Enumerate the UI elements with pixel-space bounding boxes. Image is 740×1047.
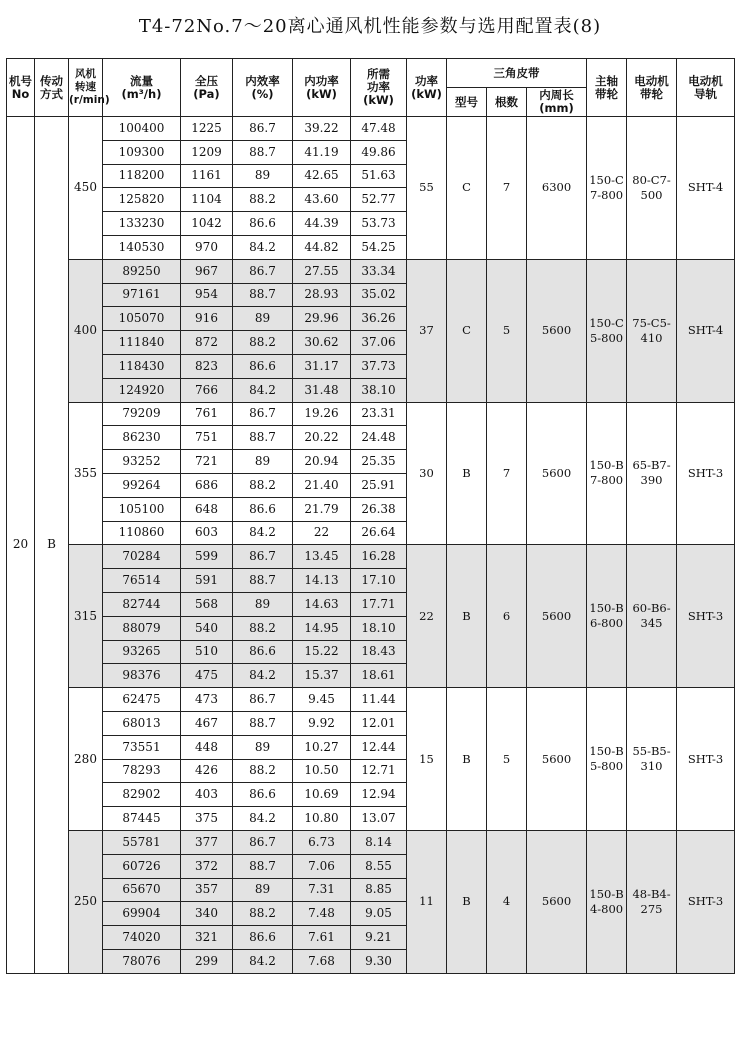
efficiency-cell: 86.6	[233, 354, 293, 378]
inner-power-cell: 28.93	[293, 283, 351, 307]
flow-cell: 62475	[103, 688, 181, 712]
required-power-cell: 25.91	[351, 473, 407, 497]
required-power-cell: 12.01	[351, 711, 407, 735]
inner-power-cell: 21.79	[293, 497, 351, 521]
belt-count-cell: 4	[487, 830, 527, 973]
inner-power-cell: 43.60	[293, 188, 351, 212]
inner-power-cell: 9.45	[293, 688, 351, 712]
motor-rail-cell: SHT-3	[677, 830, 735, 973]
flow-cell: 110860	[103, 521, 181, 545]
pressure-cell: 686	[181, 473, 233, 497]
efficiency-cell: 88.7	[233, 569, 293, 593]
speed-cell: 250	[69, 830, 103, 973]
power-cell: 55	[407, 117, 447, 260]
efficiency-cell: 86.6	[233, 926, 293, 950]
belt-count-cell: 7	[487, 117, 527, 260]
required-power-cell: 25.35	[351, 450, 407, 474]
required-power-cell: 8.85	[351, 878, 407, 902]
flow-cell: 98376	[103, 664, 181, 688]
table-row	[7, 402, 735, 426]
header-belt-group: 三角皮带	[447, 59, 587, 88]
inner-power-cell: 44.82	[293, 235, 351, 259]
flow-cell: 69904	[103, 902, 181, 926]
efficiency-cell: 84.2	[233, 949, 293, 973]
spindle-pulley-cell: 150-B 4-800	[587, 830, 627, 973]
flow-cell: 70284	[103, 545, 181, 569]
inner-power-cell: 20.22	[293, 426, 351, 450]
motor-rail-cell: SHT-3	[677, 688, 735, 831]
pressure-cell: 872	[181, 331, 233, 355]
inner-power-cell: 31.17	[293, 354, 351, 378]
flow-cell: 82902	[103, 783, 181, 807]
inner-power-cell: 14.63	[293, 592, 351, 616]
efficiency-cell: 86.7	[233, 688, 293, 712]
header-flow: 流量 (m³/h)	[103, 59, 181, 117]
pressure-cell: 448	[181, 735, 233, 759]
speed-cell: 315	[69, 545, 103, 688]
inner-power-cell: 10.27	[293, 735, 351, 759]
table-row	[7, 545, 735, 569]
required-power-cell: 38.10	[351, 378, 407, 402]
speed-cell: 280	[69, 688, 103, 831]
motor-pulley-cell: 48-B4- 275	[627, 830, 677, 973]
efficiency-cell: 89	[233, 592, 293, 616]
required-power-cell: 54.25	[351, 235, 407, 259]
inner-power-cell: 10.80	[293, 807, 351, 831]
pressure-cell: 721	[181, 450, 233, 474]
spindle-pulley-cell: 150-C 7-800	[587, 117, 627, 260]
header-spindle-pulley: 主轴 带轮	[587, 59, 627, 117]
belt-type-cell: B	[447, 830, 487, 973]
pressure-cell: 603	[181, 521, 233, 545]
required-power-cell: 18.10	[351, 616, 407, 640]
required-power-cell: 8.55	[351, 854, 407, 878]
motor-pulley-cell: 55-B5- 310	[627, 688, 677, 831]
required-power-cell: 33.34	[351, 259, 407, 283]
header-required-power: 所需 功率 (kW)	[351, 59, 407, 117]
required-power-cell: 51.63	[351, 164, 407, 188]
required-power-cell: 9.21	[351, 926, 407, 950]
inner-power-cell: 39.22	[293, 117, 351, 141]
flow-cell: 140530	[103, 235, 181, 259]
efficiency-cell: 84.2	[233, 807, 293, 831]
flow-cell: 89250	[103, 259, 181, 283]
table-body	[7, 117, 735, 974]
belt-type-cell: B	[447, 545, 487, 688]
inner-power-cell: 20.94	[293, 450, 351, 474]
efficiency-cell: 89	[233, 307, 293, 331]
inner-power-cell: 7.61	[293, 926, 351, 950]
flow-cell: 60726	[103, 854, 181, 878]
pressure-cell: 540	[181, 616, 233, 640]
flow-cell: 133230	[103, 212, 181, 236]
flow-cell: 78293	[103, 759, 181, 783]
motor-pulley-cell: 65-B7- 390	[627, 402, 677, 545]
required-power-cell: 52.77	[351, 188, 407, 212]
flow-cell: 105070	[103, 307, 181, 331]
efficiency-cell: 88.7	[233, 854, 293, 878]
efficiency-cell: 86.6	[233, 640, 293, 664]
required-power-cell: 36.26	[351, 307, 407, 331]
belt-type-cell: C	[447, 117, 487, 260]
efficiency-cell: 89	[233, 450, 293, 474]
required-power-cell: 16.28	[351, 545, 407, 569]
efficiency-cell: 88.7	[233, 711, 293, 735]
required-power-cell: 8.14	[351, 830, 407, 854]
flow-cell: 109300	[103, 140, 181, 164]
required-power-cell: 37.06	[351, 331, 407, 355]
drive-cell: B	[35, 117, 69, 974]
efficiency-cell: 86.7	[233, 830, 293, 854]
motor-rail-cell: SHT-4	[677, 259, 735, 402]
belt-type-cell: B	[447, 402, 487, 545]
inner-power-cell: 27.55	[293, 259, 351, 283]
pressure-cell: 372	[181, 854, 233, 878]
pressure-cell: 751	[181, 426, 233, 450]
power-cell: 37	[407, 259, 447, 402]
pressure-cell: 916	[181, 307, 233, 331]
pressure-cell: 1042	[181, 212, 233, 236]
efficiency-cell: 86.7	[233, 117, 293, 141]
pressure-cell: 377	[181, 830, 233, 854]
efficiency-cell: 88.7	[233, 426, 293, 450]
power-cell: 11	[407, 830, 447, 973]
efficiency-cell: 86.7	[233, 545, 293, 569]
flow-cell: 124920	[103, 378, 181, 402]
efficiency-cell: 88.7	[233, 140, 293, 164]
machine-no-cell: 20	[7, 117, 35, 974]
spindle-pulley-cell: 150-B 5-800	[587, 688, 627, 831]
header-pressure: 全压 (Pa)	[181, 59, 233, 117]
required-power-cell: 53.73	[351, 212, 407, 236]
required-power-cell: 35.02	[351, 283, 407, 307]
efficiency-cell: 86.6	[233, 497, 293, 521]
required-power-cell: 24.48	[351, 426, 407, 450]
pressure-cell: 426	[181, 759, 233, 783]
inner-power-cell: 22	[293, 521, 351, 545]
pressure-cell: 1104	[181, 188, 233, 212]
flow-cell: 86230	[103, 426, 181, 450]
required-power-cell: 26.38	[351, 497, 407, 521]
flow-cell: 82744	[103, 592, 181, 616]
inner-power-cell: 7.31	[293, 878, 351, 902]
flow-cell: 55781	[103, 830, 181, 854]
required-power-cell: 17.71	[351, 592, 407, 616]
inner-power-cell: 21.40	[293, 473, 351, 497]
inner-power-cell: 19.26	[293, 402, 351, 426]
flow-cell: 118430	[103, 354, 181, 378]
power-cell: 30	[407, 402, 447, 545]
belt-count-cell: 5	[487, 259, 527, 402]
pressure-cell: 766	[181, 378, 233, 402]
belt-count-cell: 6	[487, 545, 527, 688]
belt-length-cell: 5600	[527, 402, 587, 545]
required-power-cell: 23.31	[351, 402, 407, 426]
motor-rail-cell: SHT-4	[677, 117, 735, 260]
required-power-cell: 12.44	[351, 735, 407, 759]
speed-cell: 400	[69, 259, 103, 402]
table-row	[7, 259, 735, 283]
flow-cell: 88079	[103, 616, 181, 640]
inner-power-cell: 14.13	[293, 569, 351, 593]
spindle-pulley-cell: 150-B 6-800	[587, 545, 627, 688]
pressure-cell: 473	[181, 688, 233, 712]
efficiency-cell: 84.2	[233, 235, 293, 259]
inner-power-cell: 15.22	[293, 640, 351, 664]
efficiency-cell: 89	[233, 164, 293, 188]
efficiency-cell: 88.7	[233, 283, 293, 307]
pressure-cell: 568	[181, 592, 233, 616]
motor-rail-cell: SHT-3	[677, 545, 735, 688]
flow-cell: 73551	[103, 735, 181, 759]
efficiency-cell: 86.7	[233, 402, 293, 426]
inner-power-cell: 7.68	[293, 949, 351, 973]
efficiency-cell: 88.2	[233, 902, 293, 926]
belt-count-cell: 7	[487, 402, 527, 545]
header-belt-count: 根数	[487, 88, 527, 117]
pressure-cell: 954	[181, 283, 233, 307]
inner-power-cell: 42.65	[293, 164, 351, 188]
efficiency-cell: 88.2	[233, 759, 293, 783]
inner-power-cell: 44.39	[293, 212, 351, 236]
belt-length-cell: 6300	[527, 117, 587, 260]
pressure-cell: 761	[181, 402, 233, 426]
inner-power-cell: 31.48	[293, 378, 351, 402]
efficiency-cell: 88.2	[233, 188, 293, 212]
belt-type-cell: C	[447, 259, 487, 402]
required-power-cell: 17.10	[351, 569, 407, 593]
efficiency-cell: 88.2	[233, 473, 293, 497]
required-power-cell: 49.86	[351, 140, 407, 164]
spindle-pulley-cell: 150-B 7-800	[587, 402, 627, 545]
pressure-cell: 357	[181, 878, 233, 902]
pressure-cell: 1161	[181, 164, 233, 188]
header-efficiency: 内效率 (%)	[233, 59, 293, 117]
inner-power-cell: 13.45	[293, 545, 351, 569]
pressure-cell: 1209	[181, 140, 233, 164]
power-cell: 22	[407, 545, 447, 688]
speed-cell: 355	[69, 402, 103, 545]
inner-power-cell: 7.48	[293, 902, 351, 926]
belt-count-cell: 5	[487, 688, 527, 831]
inner-power-cell: 14.95	[293, 616, 351, 640]
efficiency-cell: 88.2	[233, 616, 293, 640]
pressure-cell: 967	[181, 259, 233, 283]
efficiency-cell: 84.2	[233, 378, 293, 402]
flow-cell: 93252	[103, 450, 181, 474]
pressure-cell: 599	[181, 545, 233, 569]
flow-cell: 100400	[103, 117, 181, 141]
efficiency-cell: 84.2	[233, 664, 293, 688]
flow-cell: 111840	[103, 331, 181, 355]
header-inner-power: 内功率 (kW)	[293, 59, 351, 117]
inner-power-cell: 30.62	[293, 331, 351, 355]
pressure-cell: 648	[181, 497, 233, 521]
header-motor-pulley: 电动机 带轮	[627, 59, 677, 117]
table-row	[7, 830, 735, 854]
flow-cell: 87445	[103, 807, 181, 831]
efficiency-cell: 86.6	[233, 212, 293, 236]
pressure-cell: 823	[181, 354, 233, 378]
required-power-cell: 18.43	[351, 640, 407, 664]
flow-cell: 68013	[103, 711, 181, 735]
inner-power-cell: 10.50	[293, 759, 351, 783]
required-power-cell: 13.07	[351, 807, 407, 831]
header-machine-no: 机号 No	[7, 59, 35, 117]
header-drive: 传动 方式	[35, 59, 69, 117]
belt-length-cell: 5600	[527, 545, 587, 688]
flow-cell: 79209	[103, 402, 181, 426]
motor-pulley-cell: 60-B6- 345	[627, 545, 677, 688]
inner-power-cell: 7.06	[293, 854, 351, 878]
required-power-cell: 37.73	[351, 354, 407, 378]
header-speed: 风机 转速 (r/min)	[69, 59, 103, 117]
flow-cell: 118200	[103, 164, 181, 188]
speed-cell: 450	[69, 117, 103, 260]
flow-cell: 65670	[103, 878, 181, 902]
page-title: T4-72No.7～20离心通风机性能参数与选用配置表(8)	[138, 16, 602, 37]
motor-pulley-cell: 75-C5- 410	[627, 259, 677, 402]
efficiency-cell: 89	[233, 735, 293, 759]
header-belt-length: 内周长 (mm)	[527, 88, 587, 117]
inner-power-cell: 29.96	[293, 307, 351, 331]
flow-cell: 93265	[103, 640, 181, 664]
efficiency-cell: 88.2	[233, 331, 293, 355]
performance-table	[6, 58, 735, 974]
flow-cell: 78076	[103, 949, 181, 973]
required-power-cell: 9.05	[351, 902, 407, 926]
header-belt-type: 型号	[447, 88, 487, 117]
flow-cell: 97161	[103, 283, 181, 307]
flow-cell: 74020	[103, 926, 181, 950]
belt-type-cell: B	[447, 688, 487, 831]
required-power-cell: 26.64	[351, 521, 407, 545]
inner-power-cell: 9.92	[293, 711, 351, 735]
pressure-cell: 970	[181, 235, 233, 259]
inner-power-cell: 10.69	[293, 783, 351, 807]
flow-cell: 125820	[103, 188, 181, 212]
inner-power-cell: 15.37	[293, 664, 351, 688]
motor-pulley-cell: 80-C7- 500	[627, 117, 677, 260]
inner-power-cell: 41.19	[293, 140, 351, 164]
table-row	[7, 688, 735, 712]
flow-cell: 99264	[103, 473, 181, 497]
motor-rail-cell: SHT-3	[677, 402, 735, 545]
flow-cell: 105100	[103, 497, 181, 521]
pressure-cell: 321	[181, 926, 233, 950]
pressure-cell: 375	[181, 807, 233, 831]
flow-cell: 76514	[103, 569, 181, 593]
required-power-cell: 18.61	[351, 664, 407, 688]
inner-power-cell: 6.73	[293, 830, 351, 854]
header-power: 功率 (kW)	[407, 59, 447, 117]
required-power-cell: 47.48	[351, 117, 407, 141]
pressure-cell: 510	[181, 640, 233, 664]
pressure-cell: 475	[181, 664, 233, 688]
belt-length-cell: 5600	[527, 259, 587, 402]
efficiency-cell: 86.6	[233, 783, 293, 807]
efficiency-cell: 86.7	[233, 259, 293, 283]
table-row	[7, 117, 735, 141]
pressure-cell: 403	[181, 783, 233, 807]
spindle-pulley-cell: 150-C 5-800	[587, 259, 627, 402]
required-power-cell: 9.30	[351, 949, 407, 973]
pressure-cell: 591	[181, 569, 233, 593]
belt-length-cell: 5600	[527, 830, 587, 973]
pressure-cell: 340	[181, 902, 233, 926]
required-power-cell: 12.71	[351, 759, 407, 783]
required-power-cell: 12.94	[351, 783, 407, 807]
efficiency-cell: 84.2	[233, 521, 293, 545]
belt-length-cell: 5600	[527, 688, 587, 831]
power-cell: 15	[407, 688, 447, 831]
pressure-cell: 299	[181, 949, 233, 973]
pressure-cell: 1225	[181, 117, 233, 141]
header-motor-rail: 电动机 导轨	[677, 59, 735, 117]
efficiency-cell: 89	[233, 878, 293, 902]
required-power-cell: 11.44	[351, 688, 407, 712]
pressure-cell: 467	[181, 711, 233, 735]
